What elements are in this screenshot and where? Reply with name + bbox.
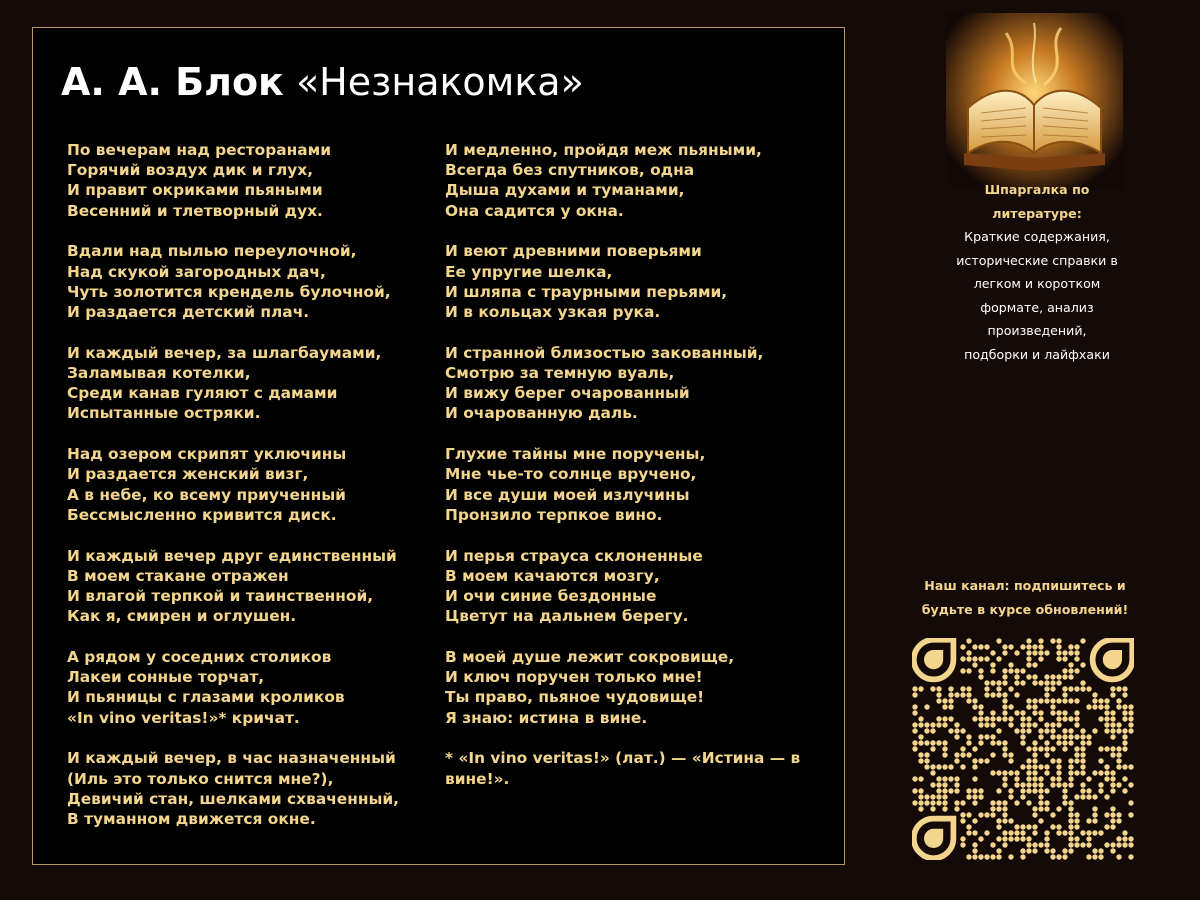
poem-line: А рядом у соседних столиков <box>67 648 332 667</box>
stanza <box>67 343 437 424</box>
poem-line: Над озером скрипят уключины <box>67 445 347 464</box>
stanza <box>445 647 815 728</box>
poem-line: Вдали над пылью переулочной, <box>67 242 357 261</box>
poem-line: Глухие тайны мне поручены, <box>445 445 706 464</box>
poem-line: В моем качаются мозгу, <box>445 566 660 585</box>
stanza <box>445 444 815 525</box>
poem-line: Ее упругие шелка, <box>445 262 613 281</box>
sidebar-desc-line: произведений, <box>987 323 1087 338</box>
poem-line: Девичий стан, шелками схваченный, <box>67 789 400 808</box>
poem-line: И перья страуса склоненные <box>445 546 703 565</box>
poem-line: Пронзило терпкое вино. <box>445 505 663 524</box>
poem-line: Я знаю: истина в вине. <box>445 708 648 727</box>
poem-line: По вечерам над ресторанами <box>67 141 332 159</box>
poem-line: А в небе, ко всему приученный <box>67 485 346 504</box>
poem-line: Чуть золотится крендель булочной, <box>67 282 391 301</box>
poem-line: И каждый вечер друг единственный <box>67 546 397 565</box>
poem-line: В туманном движется окне. <box>67 810 316 829</box>
sidebar-description <box>946 178 1128 366</box>
channel-subscribe-text <box>910 574 1140 622</box>
poem-line: И шляпа с траурными перьями, <box>445 282 728 301</box>
stanza <box>445 546 815 627</box>
stanza <box>67 241 437 322</box>
page-title <box>61 60 584 104</box>
footnote: * «In vino veritas!» (лат.) — «Истина — в вине!». <box>445 749 801 788</box>
sidebar-desc-line: подборки и лайфхаки <box>964 346 1110 362</box>
sidebar-heading-line2: литературе: <box>992 205 1082 221</box>
poem-line: И очарованную даль. <box>445 404 638 423</box>
qr-code-icon[interactable] <box>912 638 1134 860</box>
poem-line: И пьяницы с глазами кроликов <box>67 688 345 707</box>
poem-line: Горячий воздух дик и глух, <box>67 161 314 180</box>
stanza <box>445 241 815 322</box>
channel-line2: будьте в курсе обновлений! <box>921 602 1129 617</box>
poem-line: Дыша духами и туманами, <box>445 181 685 200</box>
poem-line: Ты право, пьяное чудовище! <box>445 688 705 707</box>
poem-line: И правит окриками пьяными <box>67 181 323 200</box>
poem-line: Цветут на дальнем берегу. <box>445 607 689 626</box>
poem-line: И раздается детский плач. <box>67 303 310 322</box>
poem-column-left <box>67 140 437 850</box>
stanza <box>67 748 437 829</box>
poem-line: Мне чье-то солнце вручено, <box>445 465 697 484</box>
sidebar-desc-line: формате, анализ <box>980 299 1094 315</box>
poem-line: И все души моей излучины <box>445 485 690 504</box>
poem-line: И веют древними поверьями <box>445 242 702 261</box>
poem-line: И вижу берег очарованный <box>445 384 690 403</box>
poem-line: И медленно, пройдя меж пьяными, <box>445 141 762 159</box>
poem-line: Над скукой загородных дач, <box>67 262 326 281</box>
poem-line: И очи синие бездонные <box>445 587 657 606</box>
poem-line: Лакеи сонные торчат, <box>67 668 265 687</box>
stanza <box>67 444 437 525</box>
poem-column-right <box>445 140 815 789</box>
poem-line: И каждый вечер, в час назначенный <box>67 749 396 768</box>
poem-line: Заламывая котелки, <box>67 364 251 383</box>
poem-line: И странной близостью закованный, <box>445 343 764 362</box>
poem-line: И раздается женский визг, <box>67 465 309 484</box>
poem-line: Она садится у окна. <box>445 201 624 220</box>
poem-line: И влагой терпкой и таинственной, <box>67 587 374 606</box>
poem-title: «Незнакомка» <box>295 60 584 104</box>
stanza <box>445 140 815 221</box>
author-name: А. А. Блок <box>61 60 284 104</box>
poem-line: Смотрю за темную вуаль, <box>445 364 675 383</box>
poem-line: (Иль это только снится мне?), <box>67 769 334 788</box>
channel-line1: Наш канал: подпишитесь и <box>924 578 1126 593</box>
poem-card <box>32 27 845 865</box>
glowing-open-book-icon <box>946 13 1123 190</box>
poem-line: И каждый вечер, за шлагбаумами, <box>67 343 382 362</box>
sidebar-desc-line: Краткие содержания, <box>964 229 1110 244</box>
stanza <box>445 343 815 424</box>
poem-line: И в кольцах узкая рука. <box>445 303 661 322</box>
stanza <box>67 546 437 627</box>
poem-line: Среди канав гуляют с дамами <box>67 384 338 403</box>
poem-line: Весенний и тлетворный дух. <box>67 201 323 220</box>
sidebar-desc-line: легком и коротком <box>973 276 1101 291</box>
poem-line: «In vino veritas!»* кричат. <box>67 708 300 727</box>
poem-line: Бессмысленно кривится диск. <box>67 505 337 524</box>
sidebar-desc-line: исторические справки в <box>956 252 1118 268</box>
stanza <box>67 647 437 728</box>
poem-line: Как я, смирен и оглушен. <box>67 607 297 626</box>
poem-line: В моей душе лежит сокровище, <box>445 648 735 667</box>
poem-line: В моем стакане отражен <box>67 566 289 585</box>
sidebar-heading-line1: Шпаргалка по <box>984 182 1090 197</box>
poem-line: И ключ поручен только мне! <box>445 668 703 687</box>
stanza <box>67 140 437 221</box>
poem-line: Испытанные остряки. <box>67 404 261 423</box>
poem-line: Всегда без спутников, одна <box>445 161 695 180</box>
